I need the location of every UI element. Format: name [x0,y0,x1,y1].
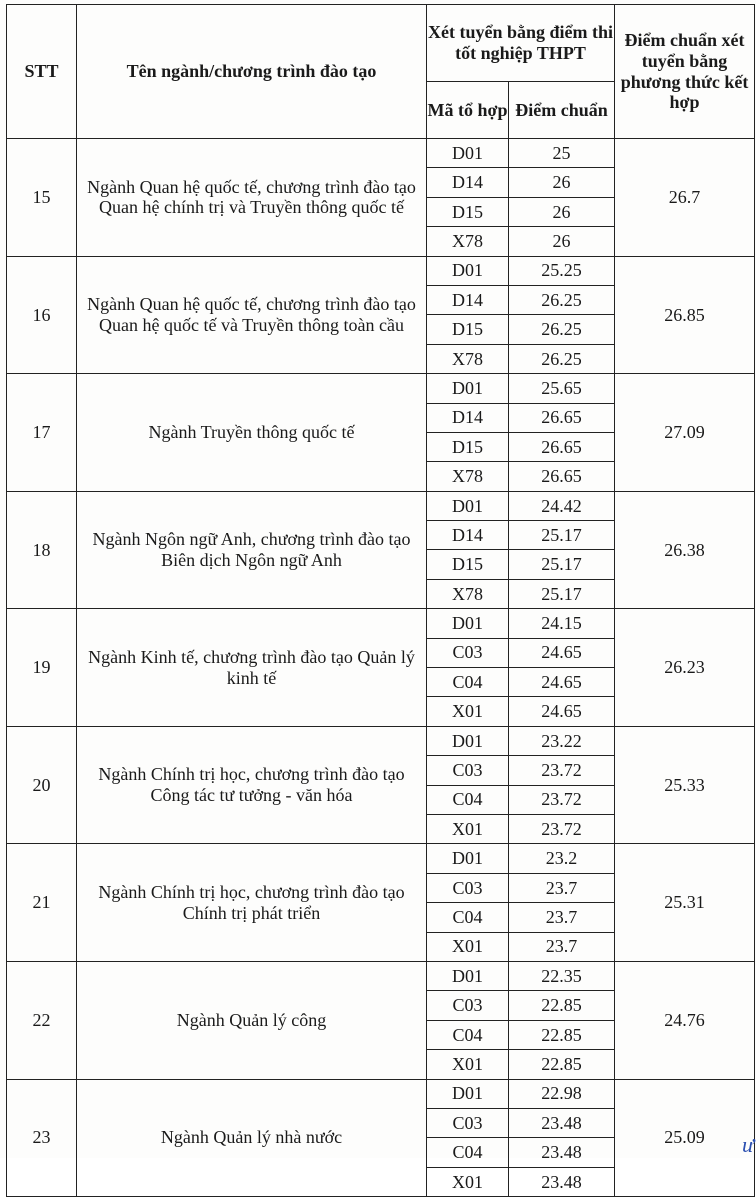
row-stt: 15 [7,139,77,257]
cutoff-score: 23.72 [509,785,615,814]
cutoff-score: 26.65 [509,432,615,461]
combo-code: X01 [427,814,509,843]
cutoff-score: 23.22 [509,726,615,755]
combo-code: C03 [427,638,509,667]
combo-code: C04 [427,785,509,814]
combo-code: D14 [427,521,509,550]
cutoff-score: 22.85 [509,1050,615,1079]
program-name: Ngành Quan hệ quốc tế, chương trình đào tạo Quan hệ quốc tế và Truyền thông toàn cầu [77,256,427,374]
table-row [7,961,755,990]
combo-code: X78 [427,344,509,373]
combined-score: 24.76 [615,961,755,1079]
row-stt: 19 [7,609,77,727]
combo-code: D15 [427,197,509,226]
header-cutoff-score: Điểm chuẩn [509,82,615,139]
combo-code: X78 [427,462,509,491]
header-combined-score: Điểm chuẩn xét tuyển bằng phương thức kết hợp [615,5,755,139]
table-row [7,139,755,168]
program-name: Ngành Quản lý nhà nước [77,1079,427,1197]
combined-score: 26.85 [615,256,755,374]
combo-code: X01 [427,1050,509,1079]
admission-scores-table [6,4,755,1197]
cutoff-score: 23.72 [509,814,615,843]
cutoff-score: 25 [509,139,615,168]
table-row [7,844,755,873]
cutoff-score: 23.2 [509,844,615,873]
program-name: Ngành Chính trị học, chương trình đào tạo Chính trị phát triển [77,844,427,962]
cutoff-score: 26.25 [509,285,615,314]
combo-code: D01 [427,256,509,285]
combo-code: X01 [427,697,509,726]
row-stt: 18 [7,491,77,609]
program-name: Ngành Ngôn ngữ Anh, chương trình đào tạo Biên dịch Ngôn ngữ Anh [77,491,427,609]
cutoff-score: 23.7 [509,932,615,961]
row-stt: 20 [7,726,77,844]
combo-code: D15 [427,550,509,579]
cutoff-score: 23.7 [509,903,615,932]
table-row [7,1079,755,1108]
row-stt: 16 [7,256,77,374]
table-row [7,726,755,755]
program-name: Ngành Kinh tế, chương trình đào tạo Quản lý kinh tế [77,609,427,727]
table-row [7,256,755,285]
cutoff-score: 26.65 [509,462,615,491]
combo-code: X01 [427,1167,509,1196]
header-stt: STT [7,5,77,139]
combined-score: 26.7 [615,139,755,257]
combo-code: D01 [427,961,509,990]
table-body [7,139,755,1197]
cutoff-score: 25.25 [509,256,615,285]
table-row [7,609,755,638]
combo-code: C03 [427,991,509,1020]
row-stt: 23 [7,1079,77,1197]
cutoff-score: 25.17 [509,579,615,608]
cutoff-score: 25.17 [509,521,615,550]
cutoff-score: 24.42 [509,491,615,520]
cutoff-score: 23.72 [509,756,615,785]
combo-code: C04 [427,1138,509,1167]
cutoff-score: 25.17 [509,550,615,579]
row-stt: 21 [7,844,77,962]
cutoff-score: 22.98 [509,1079,615,1108]
combo-code: D01 [427,491,509,520]
combo-code: D14 [427,285,509,314]
cutoff-score: 26.25 [509,315,615,344]
combo-code: C03 [427,756,509,785]
cutoff-score: 26.25 [509,344,615,373]
combo-code: C04 [427,1020,509,1049]
combined-score: 25.33 [615,726,755,844]
combo-code: C04 [427,903,509,932]
combo-code: C03 [427,873,509,902]
header-thpt-group: Xét tuyển bằng điểm thi tốt nghiệp THPT [427,5,615,82]
handwritten-mark: ư [742,1132,754,1157]
program-name: Ngành Quan hệ quốc tế, chương trình đào tạo Quan hệ chính trị và Truyền thông quốc tế [77,139,427,257]
cutoff-score: 22.85 [509,991,615,1020]
combined-score: 27.09 [615,374,755,492]
program-name: Ngành Truyền thông quốc tế [77,374,427,492]
combo-code: D15 [427,432,509,461]
program-name: Ngành Quản lý công [77,961,427,1079]
cutoff-score: 23.48 [509,1108,615,1137]
combo-code: D15 [427,315,509,344]
program-name: Ngành Chính trị học, chương trình đào tạo Công tác tư tưởng - văn hóa [77,726,427,844]
cutoff-score: 22.35 [509,961,615,990]
cutoff-score: 24.65 [509,697,615,726]
combo-code: D14 [427,168,509,197]
table-row [7,491,755,520]
cutoff-score: 24.65 [509,668,615,697]
combo-code: C03 [427,1108,509,1137]
header-combo-code: Mã tổ hợp [427,82,509,139]
cutoff-score: 23.7 [509,873,615,902]
combo-code: D01 [427,139,509,168]
cutoff-score: 24.65 [509,638,615,667]
combined-score: 26.38 [615,491,755,609]
combined-score: 25.09 [615,1079,755,1197]
row-stt: 22 [7,961,77,1079]
combined-score: 25.31 [615,844,755,962]
combo-code: X01 [427,932,509,961]
combo-code: D14 [427,403,509,432]
cutoff-score: 26 [509,168,615,197]
cutoff-score: 22.85 [509,1020,615,1049]
table-row [7,374,755,403]
cutoff-score: 26 [509,227,615,256]
combo-code: D01 [427,609,509,638]
combo-code: D01 [427,844,509,873]
row-stt: 17 [7,374,77,492]
combined-score: 26.23 [615,609,755,727]
cutoff-score: 26.65 [509,403,615,432]
combo-code: D01 [427,374,509,403]
combo-code: X78 [427,579,509,608]
cutoff-score: 24.15 [509,609,615,638]
cutoff-score: 26 [509,197,615,226]
combo-code: X78 [427,227,509,256]
cutoff-score: 23.48 [509,1167,615,1196]
header-program: Tên ngành/chương trình đào tạo [77,5,427,139]
combo-code: D01 [427,1079,509,1108]
combo-code: D01 [427,726,509,755]
cutoff-score: 23.48 [509,1138,615,1167]
cutoff-score: 25.65 [509,374,615,403]
combo-code: C04 [427,668,509,697]
